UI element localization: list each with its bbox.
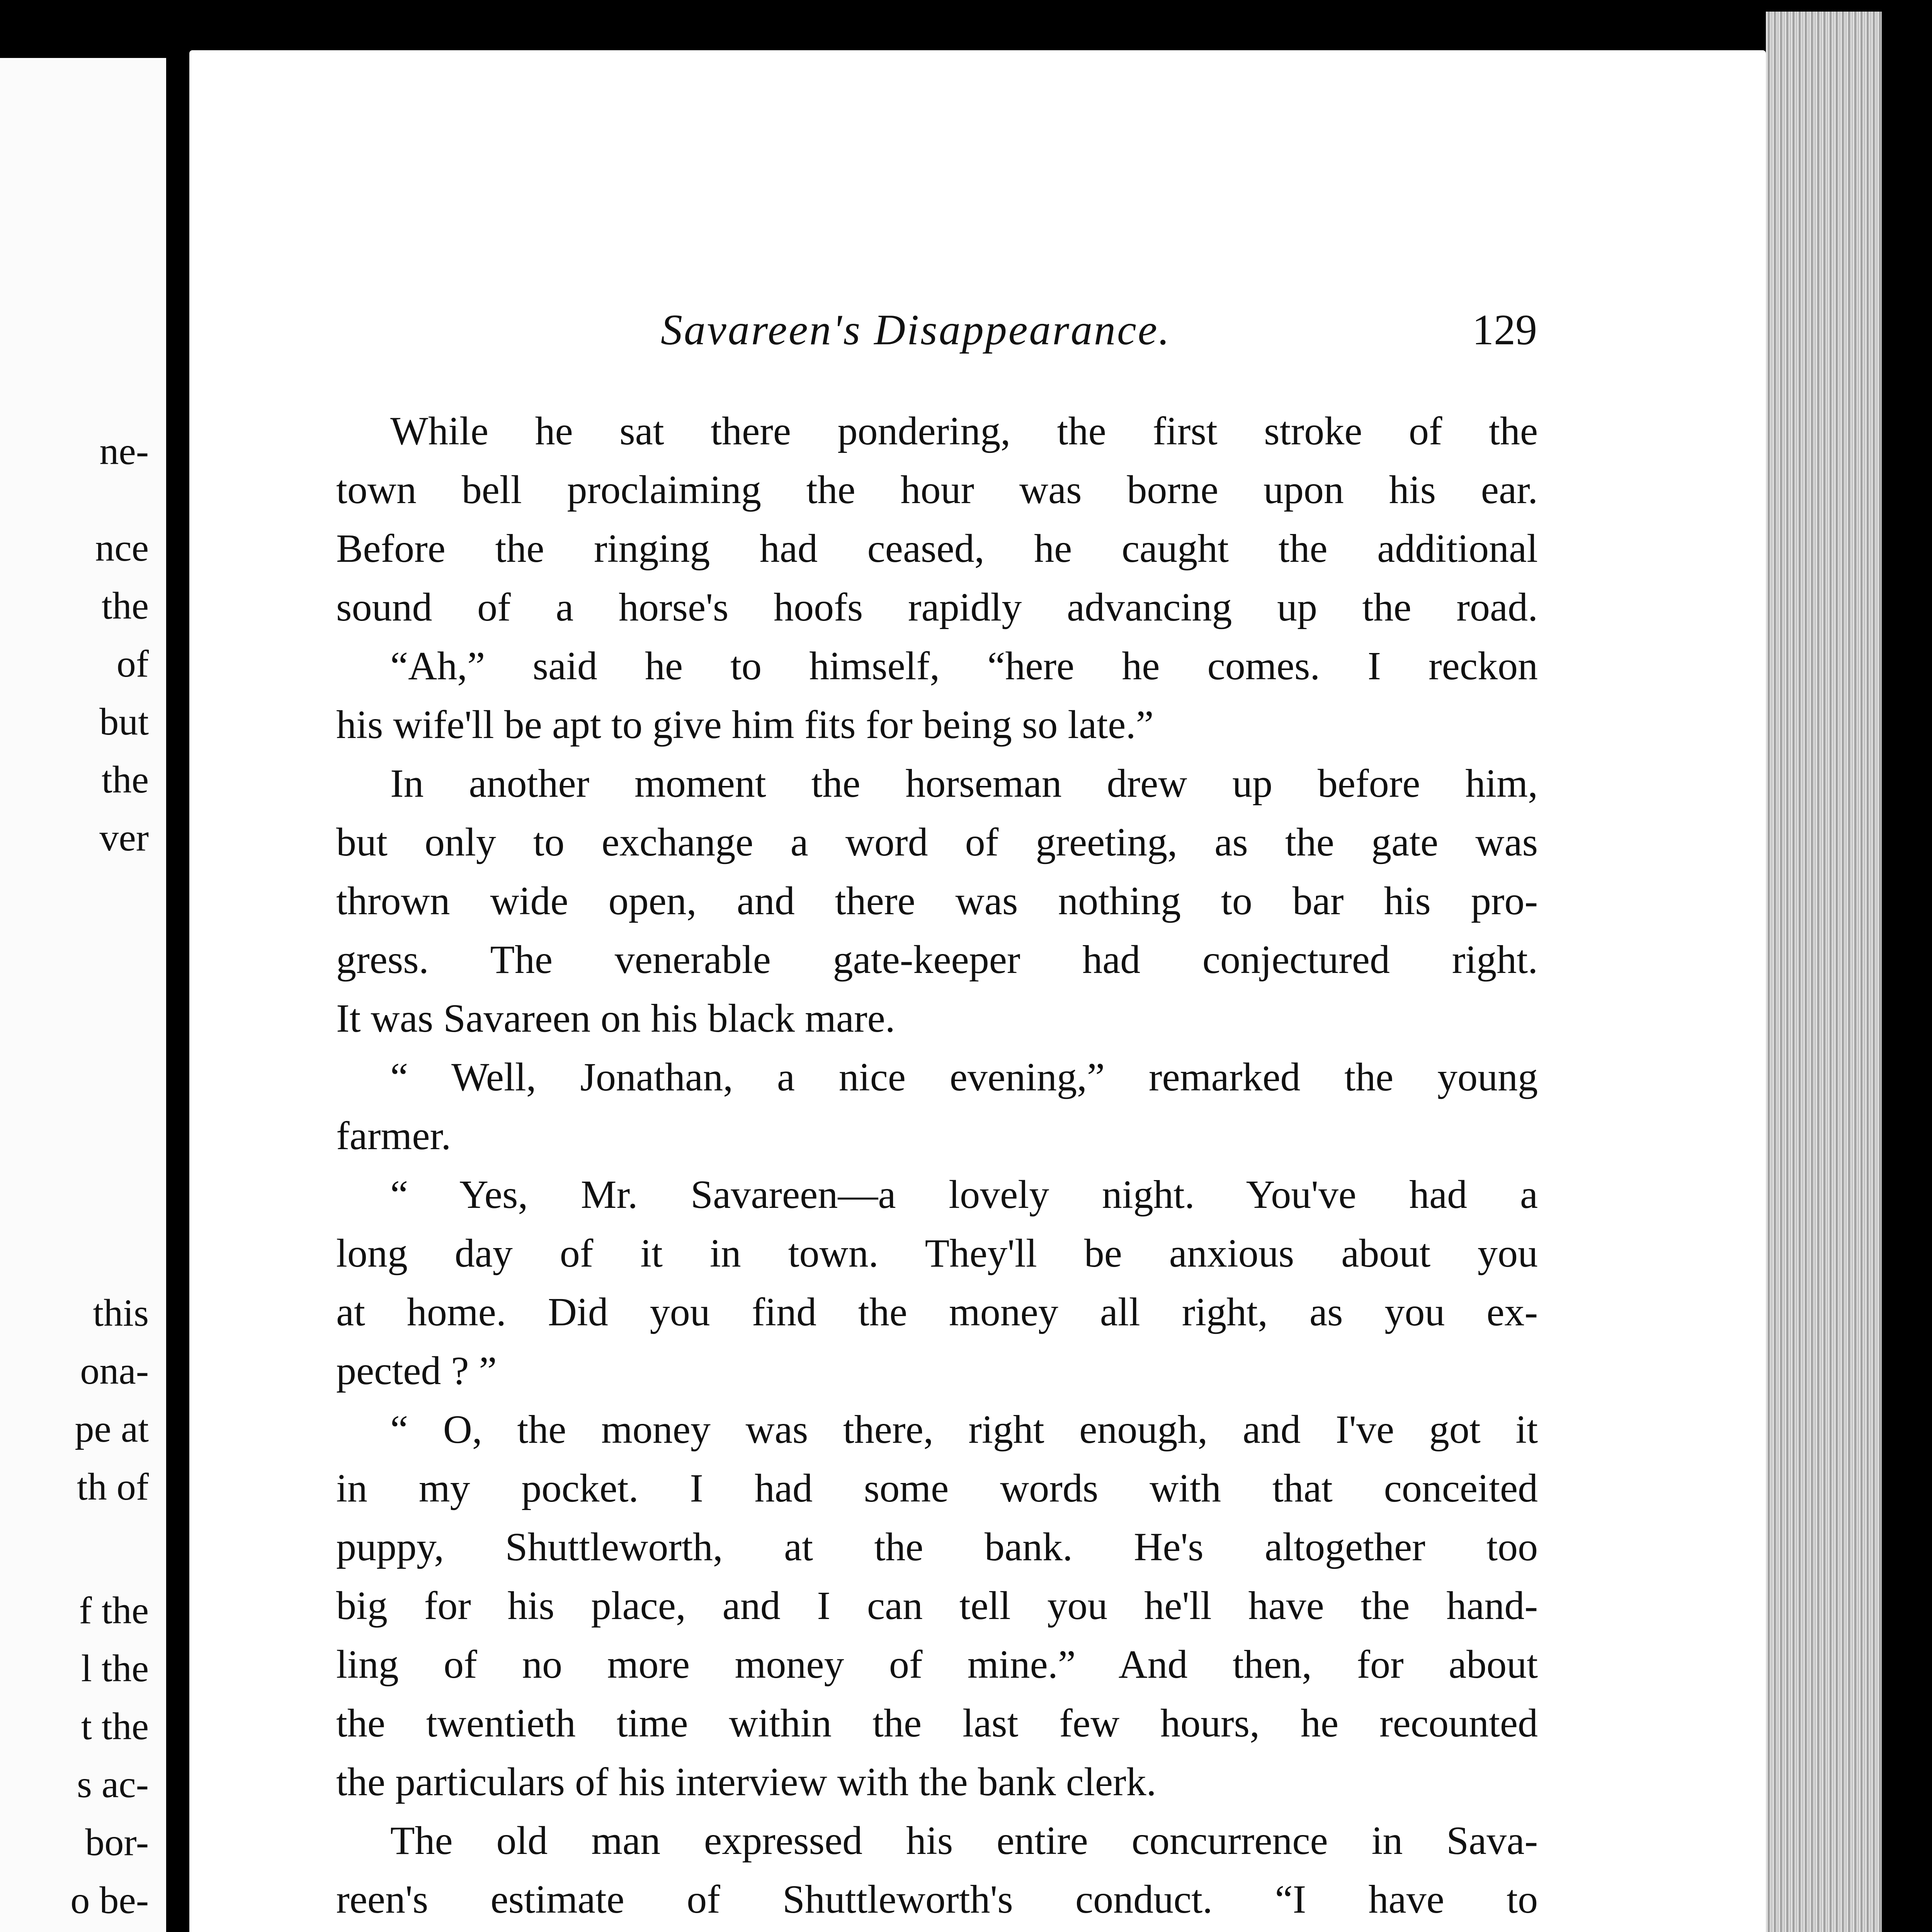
left-page-fragment: l the [81, 1647, 149, 1690]
text-line: but only to exchange a word of greeting, as the gate was [336, 820, 1538, 864]
text-line: sound of a horse's hoofs rapidly advancing up the road. [336, 585, 1538, 629]
text-line: big for his place, and I can tell you he'll have the hand- [336, 1583, 1538, 1628]
text-line: Before the ringing had ceased, he caught the additional [336, 526, 1538, 571]
text-line: pected ? ” [336, 1349, 497, 1393]
text-line: thrown wide open, and there was nothing to bar his pro- [336, 879, 1538, 923]
left-page-fragment: but [99, 700, 149, 743]
left-page-fragment: t the [81, 1705, 149, 1748]
text-line: “ O, the money was there, right enough, and I've got it [390, 1407, 1538, 1452]
running-title: Savareen's Disappearance. [661, 306, 1171, 354]
text-line: his wife'll be apt to give him fits for being so late.” [336, 702, 1154, 747]
text-line: ling of no more money of mine.” And then, for about [336, 1642, 1538, 1687]
book-gutter [166, 0, 189, 1932]
left-page-fragment: f the [79, 1589, 149, 1632]
text-line: farmer. [336, 1114, 451, 1158]
text-line: It was Savareen on his black mare. [336, 996, 895, 1041]
left-page-fragment: th of [77, 1465, 149, 1508]
text-line: at home. Did you find the money all right, as you ex- [336, 1290, 1538, 1334]
text-line: “ Well, Jonathan, a nice evening,” remarked the young [390, 1055, 1538, 1099]
text-line: gress. The venerable gate-keeper had conjectured right. [336, 937, 1538, 982]
page-edges [1766, 12, 1882, 1932]
text-line: puppy, Shuttleworth, at the bank. He's altogether too [336, 1525, 1538, 1569]
text-line: The old man expressed his entire concurrence in Sava- [390, 1818, 1538, 1863]
left-page-fragment: o be- [70, 1879, 149, 1922]
left-page-fragment: nce [95, 526, 149, 569]
left-page-fragment: ver [99, 816, 149, 859]
left-page-fragment: bor- [85, 1821, 149, 1864]
left-facing-page [0, 58, 166, 1932]
left-page-fragment: the [101, 758, 149, 801]
page-number: 129 [1472, 306, 1537, 354]
text-line [336, 1929, 1538, 1932]
text-line: “Ah,” said he to himself, “here he comes. I reckon [390, 644, 1538, 688]
text-line: long day of it in town. They'll be anxious about you [336, 1231, 1538, 1276]
text-line: in my pocket. I had some words with that conceited [336, 1466, 1538, 1510]
page-body-text [336, 402, 1538, 1932]
text-line: “ Yes, Mr. Savareen—a lovely night. You've had a [390, 1172, 1538, 1217]
left-page-fragment: of [116, 642, 149, 685]
text-line: While he sat there pondering, the first stroke of the [390, 409, 1538, 453]
text-line: town bell proclaiming the hour was borne upon his ear. [336, 468, 1538, 512]
text-line: the twentieth time within the last few hours, he recounted [336, 1701, 1538, 1745]
text-line: reen's estimate of Shuttleworth's conduct. “I have to [336, 1877, 1538, 1922]
left-page-fragment: s ac- [77, 1763, 149, 1806]
left-page-fragment: the [101, 584, 149, 627]
left-page-fragment: this [93, 1291, 149, 1334]
text-line: In another moment the horseman drew up before him, [390, 761, 1538, 806]
left-page-fragment: ona- [80, 1349, 149, 1392]
text-line: the particulars of his interview with the bank clerk. [336, 1760, 1156, 1804]
left-page-fragment: ne- [99, 430, 149, 473]
left-page-fragment: pe at [75, 1407, 149, 1450]
